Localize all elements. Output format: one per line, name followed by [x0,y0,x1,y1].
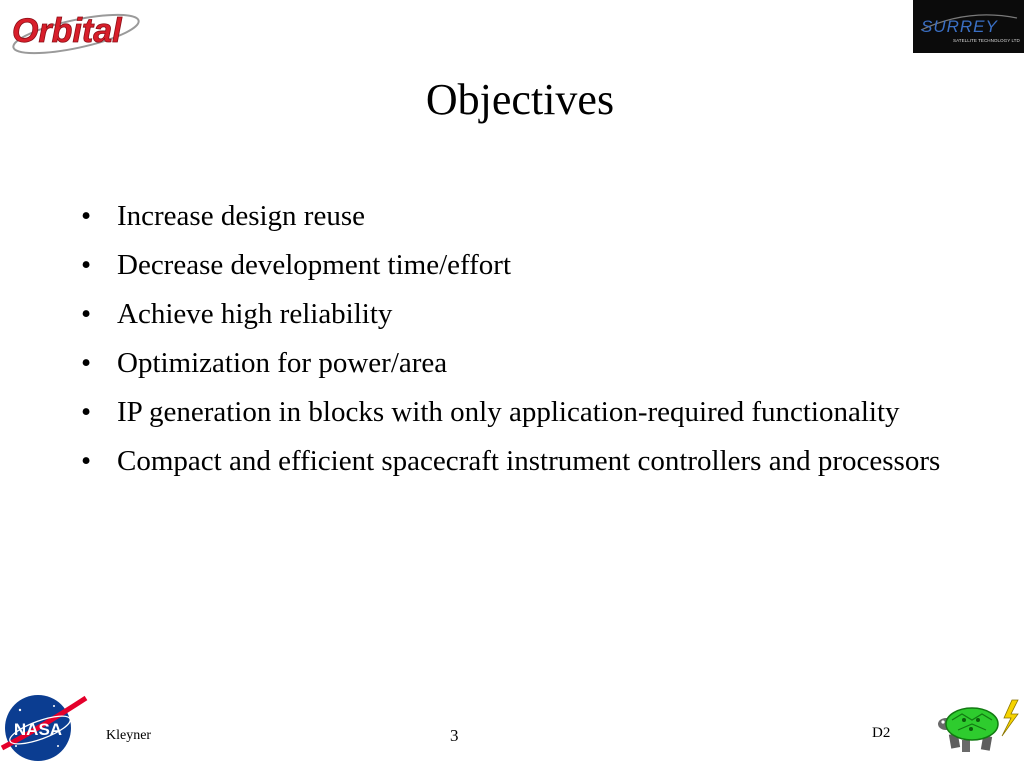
list-item [78,441,958,482]
orbital-logo [8,2,146,60]
bullet-text: Decrease development time/effort [117,249,512,281]
surrey-logo-text: SURREY [921,17,998,36]
list-item [78,392,958,433]
bullet-text: Achieve high reliability [117,298,393,330]
bullet-icon: • [81,298,92,330]
nasa-logo-text: NASA [13,720,63,739]
list-item [78,294,958,335]
bullet-icon: • [81,396,92,428]
bullet-text: Compact and efficient spacecraft instrument controllers and processors [117,445,941,477]
bullet-icon: • [81,347,92,379]
footer-author: Kleyner [106,728,152,743]
page-number: 3 [450,726,459,745]
list-item [78,245,958,286]
surrey-logo-subtext: SATELLITE TECHNOLOGY LTD [953,38,1020,43]
slide-title: Objectives [425,75,615,124]
surrey-logo [913,0,1024,53]
bullet-text: IP generation in blocks with only application-required functionality [117,396,900,428]
list-item [78,196,958,237]
nasa-logo [0,688,88,764]
footer-code: D2 [872,725,891,741]
bullet-icon: • [81,249,92,281]
bullet-text: Increase design reuse [117,200,365,232]
bullet-icon: • [81,445,92,477]
orbital-logo-text: Orbital [12,12,122,50]
bullet-text: Optimization for power/area [117,347,448,379]
list-item [78,343,958,384]
turtle-lightning-icon [938,698,1024,756]
objectives-list [78,196,958,490]
bullet-icon: • [81,200,92,232]
